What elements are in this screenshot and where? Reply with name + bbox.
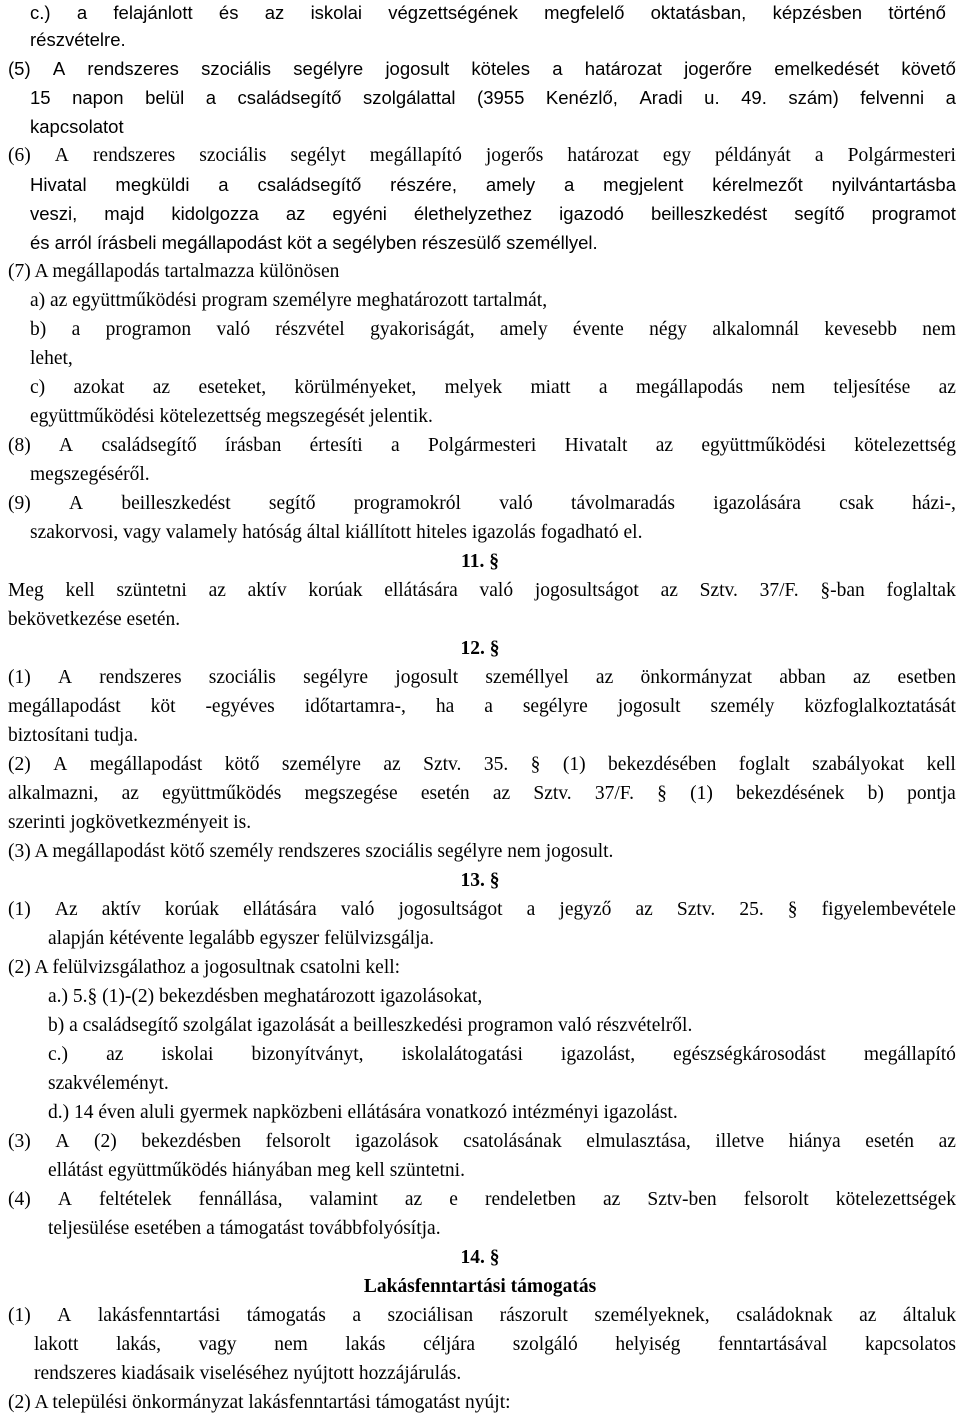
text-line: a) az együttműködési program személyre meghatározott tartalmát, [30, 290, 548, 311]
text-line: (4) A feltételek fennállása, valamint az e rendeletben az Sztv-ben felsorolt kötelezettségek [8, 1189, 956, 1210]
text-line: (1) Az aktív korúak ellátására való jogosultságot a jegyző az Sztv. 25. § figyelembevétele [8, 899, 956, 920]
text-line: (3) A (2) bekezdésben felsorolt igazolások csatolásának elmulasztása, illetve hiánya esetén az [8, 1131, 956, 1152]
text-line: (1) A rendszeres szociális segélyre jogosult személlyel az önkormányzat abban az esetben [8, 667, 956, 688]
section-heading: 12. § [460, 638, 500, 659]
text-line: (2) A települési önkormányzat lakásfenntartási támogatást nyújt: [8, 1392, 511, 1413]
text-line: (8) A családsegítő írásban értesíti a Polgármesteri Hivatalt az együttműködési kötelezettség [8, 435, 956, 456]
text-line: együttműködési kötelezettség megszegését jelentik. [30, 406, 433, 427]
section-heading: 13. § [460, 870, 500, 891]
text-line: alkalmazni, az együttműködés megszegése esetén az Sztv. 37/F. § (1) bekezdésének b) pontja [8, 783, 956, 804]
text-line: szakvéleményt. [48, 1073, 169, 1094]
text-line: teljesülése esetében a támogatást továbbfolyósítja. [48, 1218, 441, 1239]
text-line: ellátást együttműködés hiányában meg kell szüntetni. [48, 1160, 465, 1181]
text-line: (6) A rendszeres szociális segélyt megállapító jogerős határozat egy példányát a Polgármesteri [8, 145, 956, 166]
text-line: 15 napon belül a családsegítő szolgálattal (3955 Kenézlő, Aradi u. 49. szám) felvenni a [30, 87, 956, 108]
text-line: (1) A lakásfenntartási támogatás a szociálisan rászorult személyeknek, családoknak az általuk [8, 1305, 956, 1326]
text-line: rendszeres kiadásaik viseléséhez nyújtott hozzájárulás. [34, 1363, 462, 1384]
text-line: részvételre. [30, 29, 126, 50]
section-heading: 14. § [460, 1247, 500, 1268]
section-heading: 11. § [461, 551, 499, 572]
text-line: c) azokat az eseteket, körülményeket, melyek miatt a megállapodás nem teljesítése az [30, 377, 956, 398]
text-line: b) a programon való részvétel gyakoriságát, amely évente négy alkalomnál kevesebb nem [30, 319, 956, 340]
text-line: kapcsolatot [30, 116, 124, 137]
text-line: (7) A megállapodás tartalmazza különösen [8, 261, 340, 282]
text-line: (3) A megállapodást kötő személy rendszeres szociális segélyre nem jogosult. [8, 841, 614, 862]
text-line: lehet, [30, 348, 73, 369]
text-line: d.) 14 éven aluli gyermek napközbeni ellátására vonatkozó intézményi igazolást. [48, 1102, 678, 1123]
section-heading: Lakásfenntartási támogatás [363, 1276, 597, 1297]
text-line: megszegéséről. [30, 464, 150, 485]
text-line: és arról írásbeli megállapodást köt a segélyben részesülő személlyel. [30, 232, 598, 253]
text-line: alapján kétévente legalább egyszer felülvizsgálja. [48, 928, 435, 949]
text-line: c.) az iskolai bizonyítványt, iskolalátogatási igazolást, egészségkárosodást megállapító [48, 1044, 956, 1065]
text-line: c.) a felajánlott és az iskolai végzettségének megfelelő oktatásban, képzésben történő [30, 2, 946, 23]
text-line: lakott lakás, vagy nem lakás céljára szolgáló helyiség fenntartásával kapcsolatos [34, 1334, 956, 1355]
text-line: a.) 5.§ (1)-(2) bekezdésben meghatározott igazolásokat, [48, 986, 483, 1007]
text-line: Hivatal megküldi a családsegítő részére, amely a megjelent kérelmezőt nyilvántartásba [30, 174, 956, 195]
text-line: (2) A megállapodást kötő személyre az Sztv. 35. § (1) bekezdésében foglalt szabályokat kell [8, 754, 956, 775]
text-line: b) a családsegítő szolgálat igazolását a beilleszkedési programon való részvételről. [48, 1015, 693, 1036]
text-line: szerinti jogkövetkezményeit is. [8, 812, 252, 833]
text-line: (9) A beilleszkedést segítő programokról való távolmaradás igazolására csak házi-, [8, 493, 956, 514]
text-line: szakorvosi, vagy valamely hatóság által kiállított hiteles igazolás fogadható el. [30, 522, 643, 543]
text-line: Meg kell szüntetni az aktív korúak ellátására való jogosultságot az Sztv. 37/F. §-ban foglaltak [8, 580, 956, 601]
text-line: megállapodást köt -egyéves időtartamra-, ha a segélyre jogosult személy közfoglalkoztatását [8, 696, 956, 717]
text-line: veszi, majd kidolgozza az egyéni élethelyzethez igazodó beilleszkedést segítő programot [30, 203, 956, 224]
text-line: bekövetkezése esetén. [8, 609, 181, 630]
text-line: biztosítani tudja. [8, 725, 138, 746]
text-line: (5) A rendszeres szociális segélyre jogosult köteles a határozat jogerőre emelkedését követő [8, 58, 956, 79]
text-line: (2) A felülvizsgálathoz a jogosultnak csatolni kell: [8, 957, 401, 978]
